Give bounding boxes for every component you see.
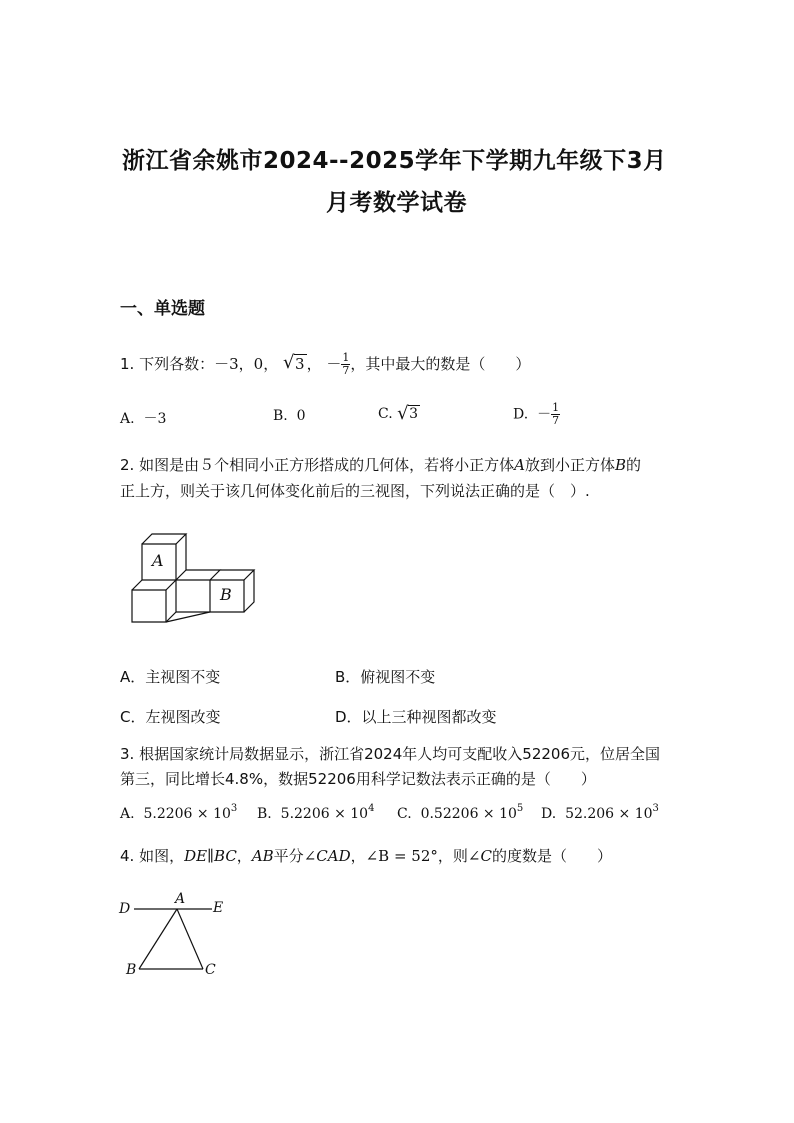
number-neg3: －3	[214, 355, 239, 373]
section-heading: 一、单选题	[120, 299, 205, 319]
question-4: 4. 如图，DE∥BC，AB平分∠CAD，∠B = 52°，则∠C的度数是（ ）	[120, 847, 612, 865]
question-1: 1. 下列各数：－3，0， √ 3 ， － $\frac{1}{7}$ ，其中最大的数是（ ）	[120, 351, 531, 377]
exam-title-line2: 月考数学试卷	[326, 190, 467, 216]
q1-option-a[interactable]: A. －3	[120, 411, 167, 427]
number-zero: 0	[253, 355, 264, 373]
exam-title-line1: 浙江省余姚市2024--2025学年下学期九年级下3月	[122, 148, 667, 174]
q3-option-b[interactable]: B. $5.2206 \times 10^4$	[257, 803, 375, 822]
point-label-c: C	[205, 962, 216, 978]
q1-option-b[interactable]: B. 0	[273, 408, 306, 424]
radical-icon: √	[283, 352, 295, 373]
question-tail: ，其中最大的数是（ ）	[350, 355, 531, 373]
q3-option-d[interactable]: D. $52.206 \times 10^3$	[541, 803, 659, 822]
question-number: 4.	[120, 847, 135, 865]
fraction-1-7: $\frac{1}{7}$	[342, 351, 350, 377]
q2-option-c[interactable]: C．左视图改变	[120, 708, 221, 726]
cube-label-a: A	[152, 551, 164, 570]
q1-option-c[interactable]: C. √ 3	[378, 403, 419, 424]
point-label-b: B	[126, 962, 137, 978]
point-label-d: D	[119, 901, 131, 917]
q3-option-c[interactable]: C. $0.52206 \times 10^5$	[397, 803, 524, 822]
radical-icon: √	[397, 403, 409, 424]
question-3-line1: 3. 根据国家统计局数据显示，浙江省2024年人均可支配收入52206元，位居全国	[120, 745, 660, 763]
question-2-line2: 正上方，则关于该几何体变化前后的三视图，下列说法正确的是（ ）.	[120, 482, 590, 500]
question-number: 3.	[120, 745, 135, 763]
point-label-e: E	[213, 900, 224, 916]
point-label-a: A	[175, 891, 186, 907]
sqrt-3: √ 3	[283, 352, 305, 373]
q2-option-b[interactable]: B．俯视图不变	[335, 668, 436, 686]
q2-option-d[interactable]: D．以上三种视图都改变	[335, 708, 497, 726]
question-number: 1.	[120, 355, 135, 373]
question-text: 下列各数：	[139, 355, 215, 373]
question-number: 2.	[120, 456, 135, 474]
separator: ，	[238, 355, 254, 373]
q1-option-d[interactable]: D. － $\frac{1}{7}$	[513, 401, 560, 427]
cube-label-b: B	[220, 585, 232, 604]
negative-sign: －	[326, 355, 342, 373]
q2-option-a[interactable]: A．主视图不变	[120, 668, 221, 686]
q3-option-a[interactable]: A. $5.2206 \times 10^3$	[120, 803, 238, 822]
question-3-line2: 第三，同比增长4.8%，数据52206用科学记数法表示正确的是（ ）	[120, 770, 596, 788]
cube-figure	[128, 530, 258, 626]
question-2-line1: 2. 如图是由５个相同小正方形搭成的几何体，若将小正方体A放到小正方体B的	[120, 456, 642, 474]
